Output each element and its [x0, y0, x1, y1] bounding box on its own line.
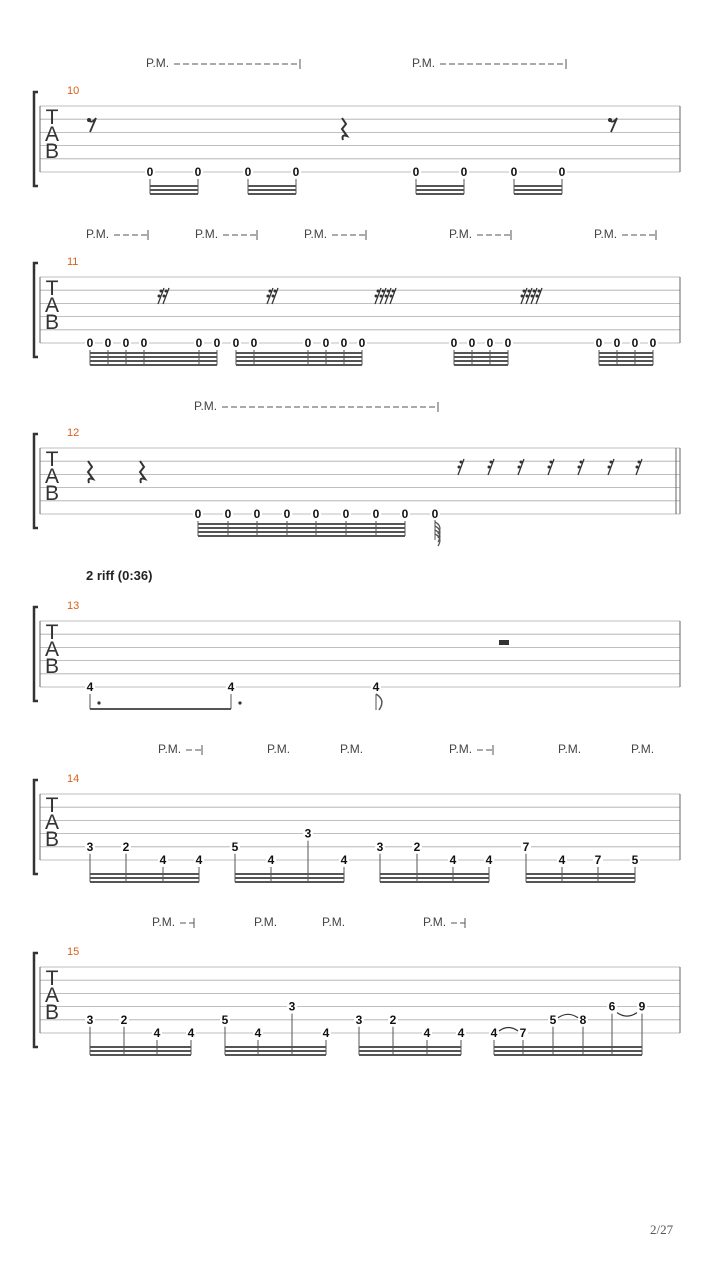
- rest-dot: [375, 295, 378, 298]
- fret-number: 0: [401, 507, 409, 521]
- fret-number: 0: [358, 336, 366, 350]
- rest-dot: [87, 118, 91, 122]
- fret-number: 4: [372, 680, 380, 694]
- fret-number: 0: [340, 336, 348, 350]
- fret-number: 0: [283, 507, 291, 521]
- fret-number: 0: [631, 336, 639, 350]
- fret-number: 5: [231, 839, 239, 854]
- rest-dot: [385, 295, 388, 298]
- rest-dot: [490, 461, 493, 464]
- rest-dot: [528, 290, 531, 293]
- rest-dot: [387, 290, 390, 293]
- palm-mute-label: P.M.: [423, 915, 447, 929]
- rest-dot: [272, 295, 275, 298]
- tab-clef-letter: T: [45, 106, 59, 129]
- fret-number: 0: [558, 165, 566, 179]
- fret-number: 0: [304, 336, 312, 350]
- palm-mute-label: P.M.: [267, 742, 291, 756]
- rest-dot: [458, 466, 461, 469]
- fret-number: 3: [304, 826, 312, 841]
- fret-number: 0: [146, 165, 154, 179]
- fret-number: 0: [244, 165, 252, 179]
- fret-number: 0: [122, 336, 130, 350]
- tab-clef-letter: B: [44, 655, 60, 678]
- fret-number: 0: [312, 507, 320, 521]
- rest-dot: [488, 466, 491, 469]
- fret-number: 7: [594, 853, 602, 867]
- fret-number: 3: [288, 999, 296, 1014]
- tab-clef-letter: T: [45, 967, 59, 990]
- half-rest: [499, 640, 509, 645]
- tab-clef-letter: B: [44, 828, 60, 851]
- measure-number: 11: [67, 256, 79, 268]
- tab-clef-letter: T: [45, 277, 59, 300]
- rhythm-dot: [238, 701, 241, 704]
- rest-dot: [636, 466, 639, 469]
- rest-dot: [548, 466, 551, 469]
- tie-arc: [499, 1028, 518, 1032]
- palm-mute-label: P.M.: [340, 742, 364, 756]
- rest-dot: [165, 290, 168, 293]
- section-label: 2 riff (0:36): [86, 568, 153, 583]
- fret-number: 7: [519, 1026, 527, 1040]
- fret-number: 4: [423, 1026, 431, 1040]
- fret-number: 4: [485, 853, 493, 867]
- tab-clef-letter: A: [44, 465, 60, 488]
- measure-number: 13: [67, 600, 80, 612]
- fret-number: 0: [292, 165, 300, 179]
- tab-systems: [34, 85, 680, 1047]
- palm-mute-label: P.M.: [449, 742, 473, 756]
- palm-mute-label: P.M.: [304, 227, 328, 241]
- fret-number: 3: [86, 1012, 94, 1027]
- fret-number: 0: [372, 507, 380, 521]
- fret-number: 4: [153, 1026, 161, 1040]
- rest-dot: [536, 295, 539, 298]
- fret-number: 5: [631, 853, 639, 867]
- rest-dot: [638, 461, 641, 464]
- rest-dot: [531, 295, 534, 298]
- fret-number: 0: [232, 336, 240, 350]
- fret-number: 0: [224, 507, 232, 521]
- fret-number: 4: [86, 680, 94, 694]
- fret-number: 0: [104, 336, 112, 350]
- fret-number: 0: [510, 165, 518, 179]
- fret-number: 2: [413, 839, 421, 854]
- fret-number: 4: [267, 853, 275, 867]
- rhythm-dot: [97, 701, 100, 704]
- palm-mute-label: P.M.: [322, 915, 346, 929]
- fret-number: 0: [250, 336, 258, 350]
- fret-number: 5: [549, 1012, 557, 1027]
- fret-number: 0: [649, 336, 657, 350]
- fret-number: 0: [431, 507, 439, 521]
- measure-number: 14: [67, 773, 80, 785]
- rest-dot: [523, 290, 526, 293]
- palm-mute-label: P.M.: [158, 742, 182, 756]
- fret-number: 4: [227, 680, 235, 694]
- fret-number: 4: [322, 1026, 330, 1040]
- fret-number: 2: [122, 839, 130, 854]
- fret-number: 0: [140, 336, 148, 350]
- fret-number: 2: [120, 1012, 128, 1027]
- measure-number: 15: [67, 946, 80, 958]
- palm-mute-label: P.M.: [594, 227, 618, 241]
- tab-clef-letter: A: [44, 638, 60, 661]
- fret-number: 3: [355, 1012, 363, 1027]
- tab-clef-letter: T: [45, 794, 59, 817]
- rest-dot: [158, 295, 161, 298]
- palm-mute-label: P.M.: [146, 56, 170, 70]
- fret-number: 0: [86, 336, 94, 350]
- fret-number: 3: [86, 839, 94, 854]
- rest-dot: [550, 461, 553, 464]
- rest-dot: [608, 466, 611, 469]
- rest-dot: [610, 461, 613, 464]
- fret-number: 7: [522, 839, 530, 854]
- measure-number: 12: [67, 427, 80, 439]
- system-bracket: [34, 92, 38, 186]
- palm-mute-label: P.M.: [86, 227, 110, 241]
- fret-number: 0: [595, 336, 603, 350]
- palm-mute-label: P.M.: [194, 399, 218, 413]
- rest-dot: [518, 466, 521, 469]
- tab-clef-letter: B: [44, 1001, 60, 1024]
- palm-mute-label: P.M.: [449, 227, 473, 241]
- rest-dot: [267, 295, 270, 298]
- tab-clef-letter: A: [44, 123, 60, 146]
- palm-mute-label: P.M.: [558, 742, 582, 756]
- fret-number: 4: [558, 853, 566, 867]
- rest-dot: [460, 461, 463, 464]
- rest-dot: [382, 290, 385, 293]
- system-bracket: [34, 434, 38, 528]
- rest-dot: [538, 290, 541, 293]
- fret-number: 8: [579, 1012, 587, 1027]
- rest-dot: [608, 118, 612, 122]
- rest-dot: [274, 290, 277, 293]
- rest-dot: [377, 290, 380, 293]
- fret-number: 4: [254, 1026, 262, 1040]
- rest-dot: [521, 295, 524, 298]
- palm-mute-label: P.M.: [412, 56, 436, 70]
- rest-dot: [163, 295, 166, 298]
- fret-number: 6: [608, 999, 616, 1014]
- palm-mute-label: P.M.: [152, 915, 176, 929]
- tab-clef-letter: A: [44, 294, 60, 317]
- palm-mute-label: P.M.: [195, 227, 219, 241]
- tab-clef-letter: T: [45, 621, 59, 644]
- fret-number: 0: [412, 165, 420, 179]
- tab-system: [34, 773, 680, 874]
- fret-number: 0: [486, 336, 494, 350]
- quarter-rest: [140, 461, 145, 483]
- fret-number: 4: [490, 1026, 498, 1040]
- tab-system: [34, 256, 680, 357]
- palm-mute-label: P.M.: [254, 915, 278, 929]
- rest-dot: [380, 295, 383, 298]
- fret-number: 0: [194, 165, 202, 179]
- note-flag: [376, 694, 382, 710]
- fret-number: 4: [340, 853, 348, 867]
- fret-number: 4: [195, 853, 203, 867]
- tie-arc: [558, 1014, 578, 1018]
- quarter-rest: [342, 118, 347, 140]
- tab-clef-letter: B: [44, 311, 60, 334]
- system-bracket: [34, 607, 38, 701]
- rest-dot: [526, 295, 529, 298]
- system-bracket: [34, 780, 38, 874]
- system-bracket: [34, 953, 38, 1047]
- rest-dot: [580, 461, 583, 464]
- system-bracket: [34, 263, 38, 357]
- measure-number: 10: [67, 85, 80, 97]
- fret-number: 5: [221, 1012, 229, 1027]
- tab-clef-letter: A: [44, 984, 60, 1007]
- fret-number: 0: [195, 336, 203, 350]
- tab-system: [34, 600, 680, 701]
- fret-number: 0: [450, 336, 458, 350]
- rest-dot: [269, 290, 272, 293]
- fret-number: 0: [342, 507, 350, 521]
- tab-clef-letter: A: [44, 811, 60, 834]
- tab-clef-letter: B: [44, 140, 60, 163]
- rest-dot: [390, 295, 393, 298]
- fret-number: 0: [460, 165, 468, 179]
- fret-number: 0: [194, 507, 202, 521]
- fret-number: 0: [613, 336, 621, 350]
- fret-number: 0: [322, 336, 330, 350]
- tab-system: [34, 427, 680, 528]
- fret-number: 2: [389, 1012, 397, 1027]
- tab-clef-letter: B: [44, 482, 60, 505]
- fret-number: 4: [187, 1026, 195, 1040]
- rest-dot: [392, 290, 395, 293]
- fret-number: 3: [376, 839, 384, 854]
- fret-number: 4: [159, 853, 167, 867]
- rest-dot: [520, 461, 523, 464]
- rest-dot: [578, 466, 581, 469]
- rest-dot: [160, 290, 163, 293]
- fret-number: 0: [504, 336, 512, 350]
- rest-dot: [533, 290, 536, 293]
- tab-clef-letter: T: [45, 448, 59, 471]
- palm-mute-label: P.M.: [631, 742, 655, 756]
- quarter-rest: [88, 461, 93, 483]
- fret-number: 4: [457, 1026, 465, 1040]
- fret-number: 0: [213, 336, 221, 350]
- notation-extras: [86, 56, 676, 1055]
- fret-number: 4: [449, 853, 457, 867]
- tab-system: [34, 85, 680, 186]
- tie-arc: [617, 1013, 637, 1017]
- fret-number: 0: [468, 336, 476, 350]
- page-number: 2/27: [650, 1222, 674, 1237]
- fret-number: 0: [253, 507, 261, 521]
- fret-number: 9: [638, 999, 646, 1014]
